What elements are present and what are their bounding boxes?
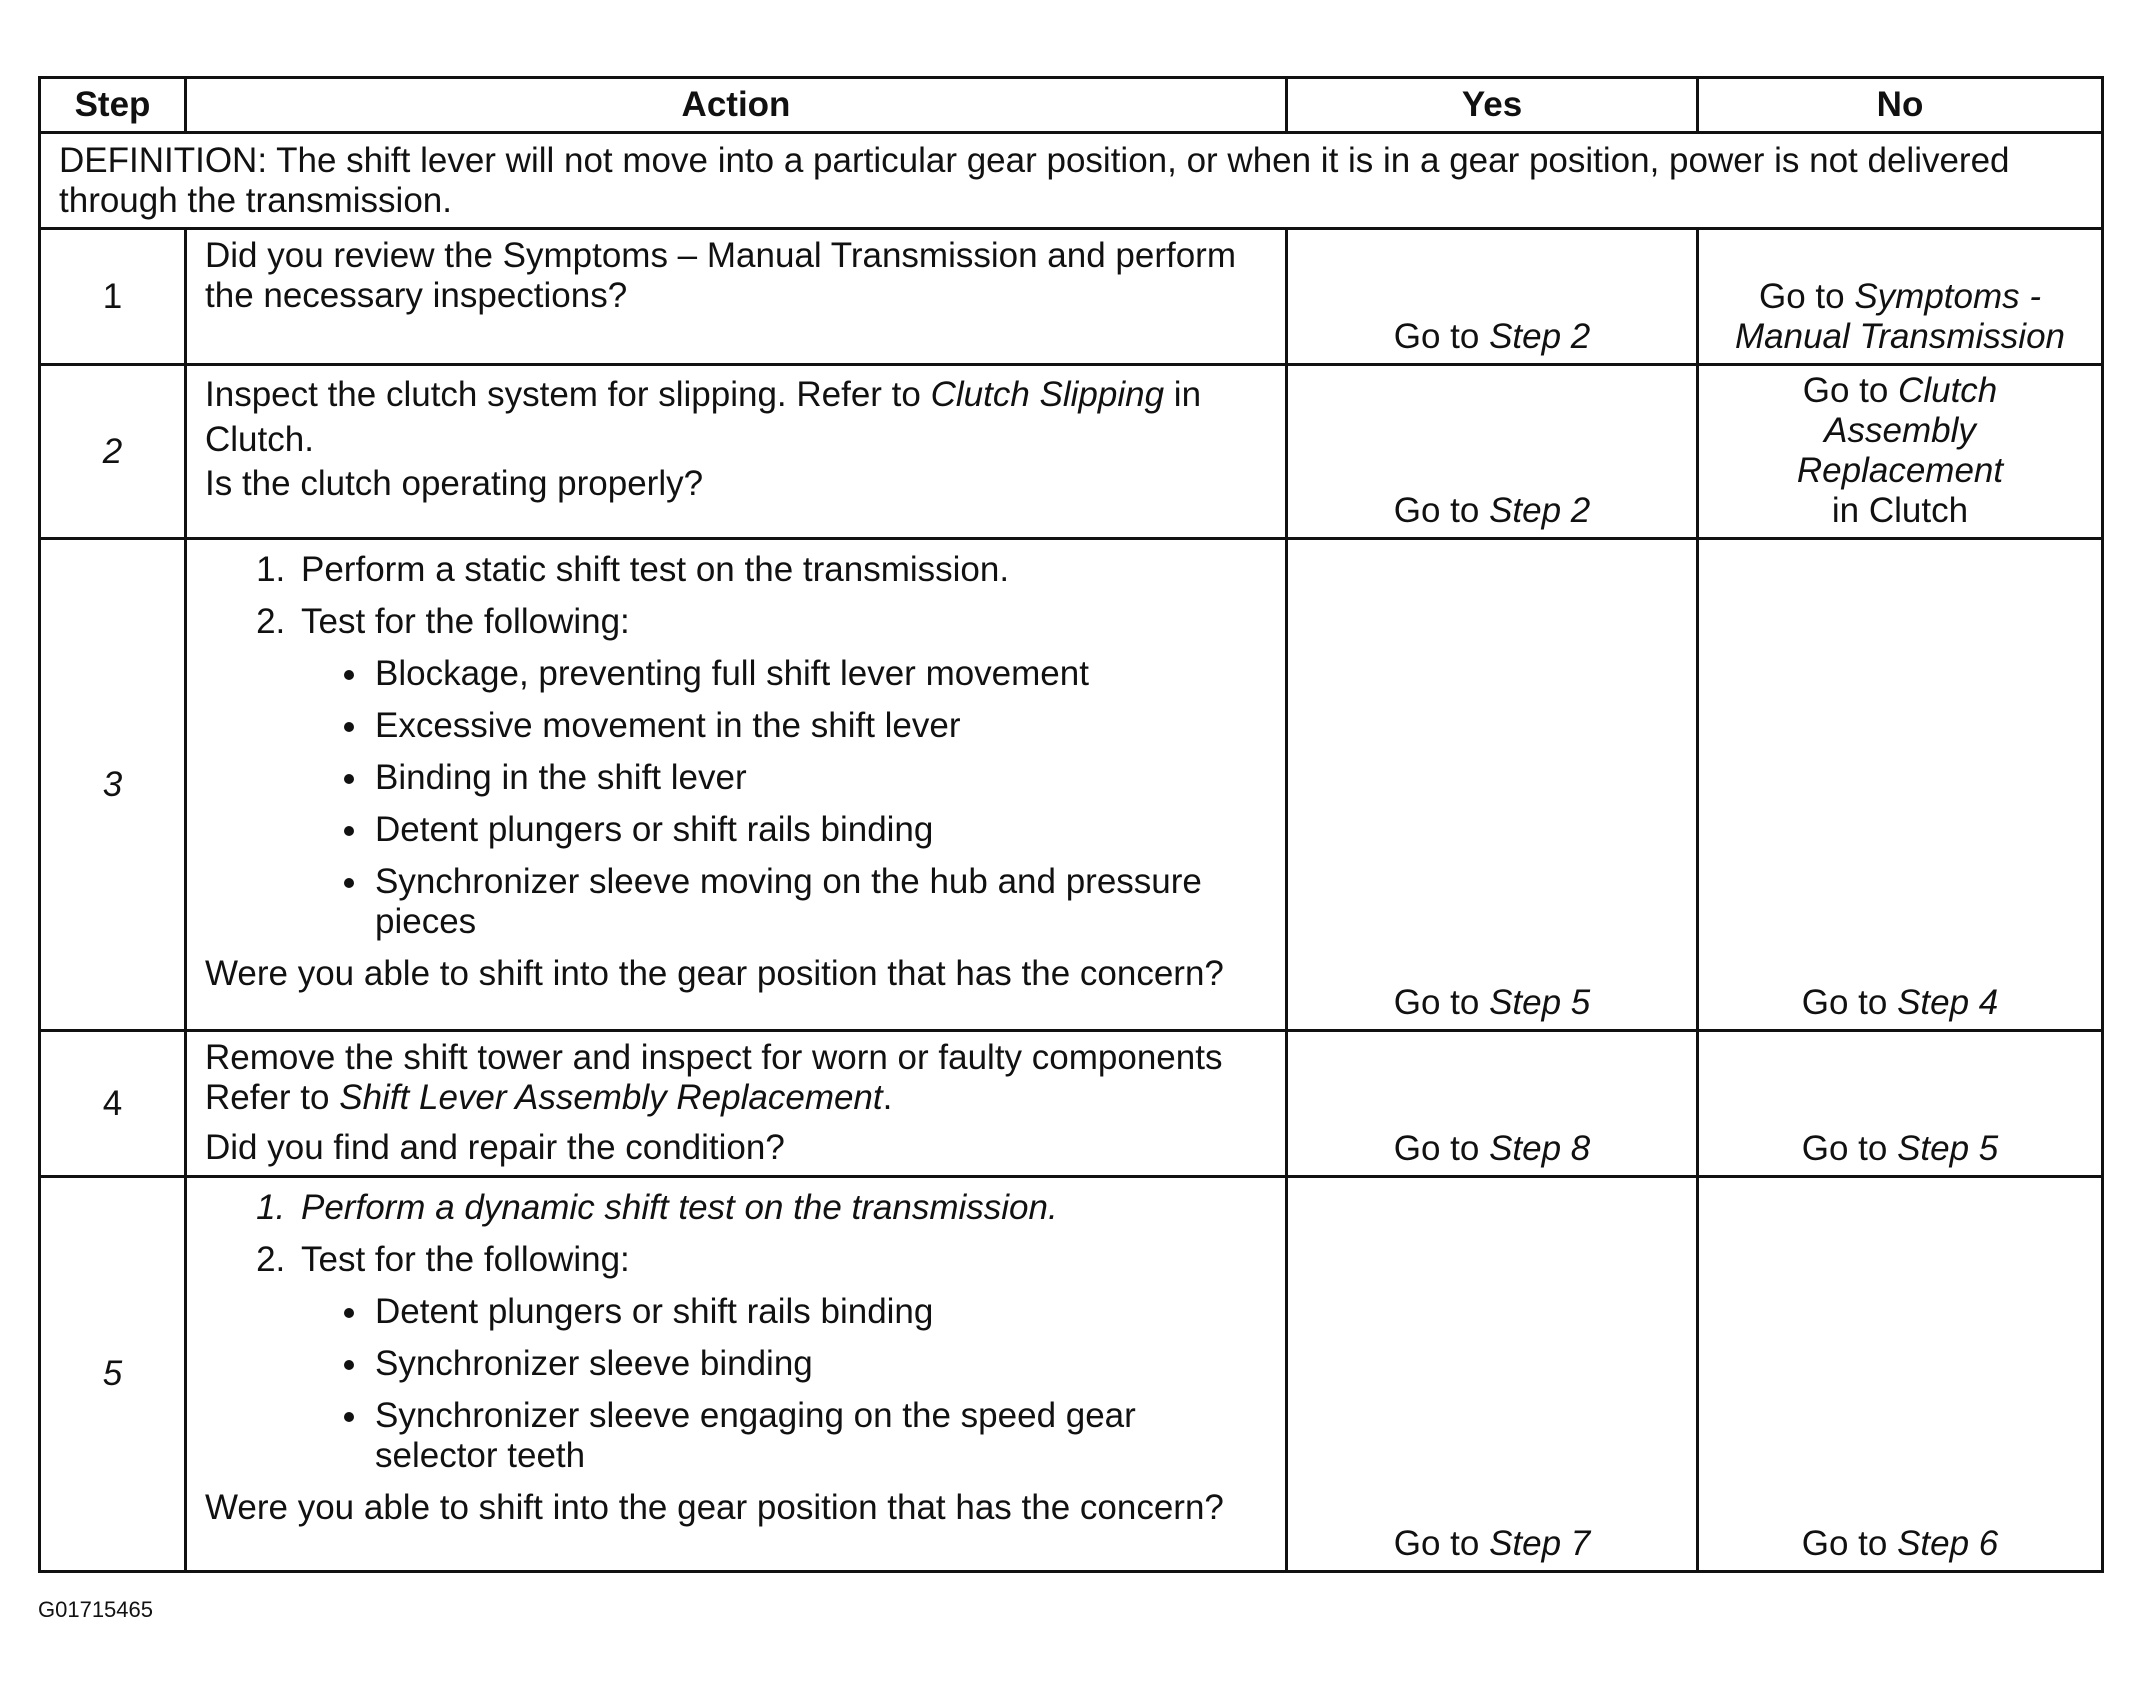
header-no: No xyxy=(1698,78,2103,133)
step-number: 3 xyxy=(40,539,186,1031)
yes-step-link[interactable]: Step 5 xyxy=(1489,983,1591,1022)
action-text-part: Remove the shift tower and inspect for worn or faulty components Refer to xyxy=(205,1038,1223,1117)
step-action xyxy=(186,365,1287,539)
action-text xyxy=(205,1038,1267,1118)
step-action xyxy=(186,229,1287,365)
action-text-part: Inspect the clutch system for slipping. Refer to xyxy=(205,375,931,414)
step-action xyxy=(186,539,1287,1031)
no-prefix: Go to xyxy=(1801,983,1898,1022)
diagnostic-table xyxy=(38,76,2104,1573)
test-bullets xyxy=(301,654,1267,942)
yes-result xyxy=(1287,539,1698,1031)
procedure-item: 1. Perform a dynamic shift test on the transmission. xyxy=(295,1188,1267,1228)
procedure-item-text: Test for the following: xyxy=(301,602,630,641)
definition-text: DEFINITION: The shift lever will not move into a particular gear position, or when it is in a gear position, power is not delivered through the transmission. xyxy=(40,133,2103,229)
question-text: Were you able to shift into the gear position that has the concern? xyxy=(205,954,1224,993)
yes-prefix: Go to xyxy=(1393,1129,1490,1168)
no-suffix: in Clutch xyxy=(1831,491,1969,530)
figure-id: G01715465 xyxy=(38,1597,153,1622)
header-row xyxy=(40,78,2103,133)
procedure-item: 1. Perform a static shift test on the transmission. xyxy=(295,550,1267,590)
no-step-link[interactable]: Symptoms - Manual Transmission xyxy=(1734,277,2066,356)
bullet-item: • Blockage, preventing full shift lever movement xyxy=(371,654,1267,694)
question-text: Did you find and repair the condition? xyxy=(205,1128,785,1167)
yes-result xyxy=(1287,1177,1698,1572)
definition-row xyxy=(40,133,2103,229)
step-action xyxy=(186,1031,1287,1177)
yes-step-link[interactable]: Step 7 xyxy=(1489,1524,1591,1563)
step-action xyxy=(186,1177,1287,1572)
yes-prefix: Go to xyxy=(1393,491,1490,530)
action-text-part: . xyxy=(882,1078,893,1117)
no-prefix: Go to xyxy=(1801,1524,1898,1563)
no-step-link[interactable]: Step 5 xyxy=(1897,1129,1999,1168)
step-row-2 xyxy=(40,365,2103,539)
action-text: Did you review the Symptoms – Manual Transmission and perform the necessary inspections? xyxy=(205,236,1236,315)
question-text: Were you able to shift into the gear position that has the concern? xyxy=(205,1488,1224,1527)
header-step: Step xyxy=(40,78,186,133)
yes-step-link[interactable]: Step 8 xyxy=(1489,1129,1591,1168)
bullet-item: • Excessive movement in the shift lever xyxy=(371,706,1267,746)
clutch-slipping-link[interactable]: Clutch Slipping xyxy=(930,375,1165,414)
header-action: Action xyxy=(186,78,1287,133)
header-yes: Yes xyxy=(1287,78,1698,133)
no-result xyxy=(1698,539,2103,1031)
no-result xyxy=(1698,229,2103,365)
no-prefix: Go to xyxy=(1758,277,1855,316)
step-row-5 xyxy=(40,1177,2103,1572)
bullet-item: • Synchronizer sleeve moving on the hub and pressure pieces xyxy=(371,862,1267,942)
yes-step-link[interactable]: Step 2 xyxy=(1489,491,1591,530)
no-step-link[interactable]: Step 6 xyxy=(1897,1524,1999,1563)
question-text: Is the clutch operating properly? xyxy=(205,464,704,503)
step-row-4 xyxy=(40,1031,2103,1177)
bullet-item: • Synchronizer sleeve binding xyxy=(371,1344,1267,1384)
bullet-item: • Synchronizer sleeve engaging on the speed gear selector teeth xyxy=(371,1396,1267,1476)
step-number: 2 xyxy=(40,365,186,539)
test-bullets xyxy=(301,1292,1267,1476)
shift-lever-replacement-link[interactable]: Shift Lever Assembly Replacement xyxy=(339,1078,883,1117)
yes-step-link[interactable]: Step 2 xyxy=(1489,317,1591,356)
bullet-item: • Binding in the shift lever xyxy=(371,758,1267,798)
bullet-item: • Detent plungers or shift rails binding xyxy=(371,810,1267,850)
yes-prefix: Go to xyxy=(1393,983,1490,1022)
no-result xyxy=(1698,1177,2103,1572)
no-step-link[interactable]: Step 4 xyxy=(1897,983,1999,1022)
procedure-item xyxy=(295,602,1267,942)
yes-result xyxy=(1287,1031,1698,1177)
procedure-item-text: Test for the following: xyxy=(301,1240,630,1279)
yes-result xyxy=(1287,229,1698,365)
yes-prefix: Go to xyxy=(1393,317,1490,356)
step-row-1 xyxy=(40,229,2103,365)
yes-result xyxy=(1287,365,1698,539)
step-number: 5 xyxy=(40,1177,186,1572)
no-prefix: Go to xyxy=(1801,1129,1898,1168)
procedure-list xyxy=(205,1188,1267,1476)
no-step-link[interactable]: Clutch Assembly Replacement xyxy=(1796,371,2004,490)
yes-prefix: Go to xyxy=(1393,1524,1490,1563)
action-text-part: in Clutch. xyxy=(205,375,1202,459)
action-text xyxy=(205,372,1267,462)
no-result xyxy=(1698,365,2103,539)
step-number: 4 xyxy=(40,1031,186,1177)
step-row-3 xyxy=(40,539,2103,1031)
no-result xyxy=(1698,1031,2103,1177)
bullet-item: • Detent plungers or shift rails binding xyxy=(371,1292,1267,1332)
procedure-list xyxy=(205,550,1267,942)
procedure-item xyxy=(295,1240,1267,1476)
step-number: 1 xyxy=(40,229,186,365)
no-prefix: Go to xyxy=(1802,371,1899,410)
